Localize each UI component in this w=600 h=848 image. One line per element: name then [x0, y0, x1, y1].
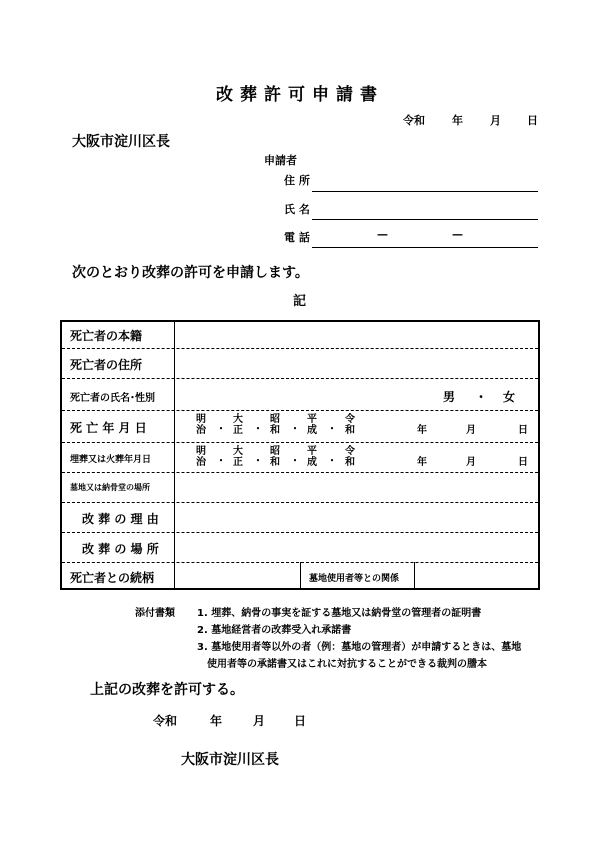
- death-day-label: 日: [518, 425, 528, 436]
- attachment-2: 2. 墓地経営者の改葬受入れ承諾書: [197, 625, 352, 636]
- reason-field[interactable]: [176, 503, 538, 532]
- applicant-heading: 申請者: [264, 154, 297, 167]
- honseki-field[interactable]: [176, 322, 538, 348]
- address-label: 住 所: [284, 174, 310, 187]
- approval-text: 上記の改葬を許可する。: [90, 682, 244, 698]
- date-month: 月: [490, 114, 501, 127]
- new-place-field[interactable]: [176, 533, 538, 562]
- honseki-header: 死亡者の本籍: [70, 329, 143, 343]
- address-line[interactable]: [312, 191, 538, 192]
- phone-dash-2: —: [452, 228, 463, 241]
- intro-text: 次のとおり改葬の許可を申請します。: [72, 265, 309, 281]
- deceased-address-field[interactable]: [176, 349, 538, 378]
- death-month-label: 月: [466, 425, 476, 436]
- relation-header: 死亡者との続柄: [70, 571, 155, 585]
- approval-era: 令和: [153, 714, 178, 728]
- new-place-header: 改 葬 の 場 所: [82, 542, 159, 556]
- column-divider: [174, 322, 175, 588]
- ki-mark: 記: [293, 294, 307, 309]
- signer: 大阪市淀川区長: [181, 752, 279, 768]
- name-sex-header: 死亡者の氏名･性別: [70, 393, 155, 404]
- sex-female-option[interactable]: 女: [503, 390, 516, 404]
- sex-male-option[interactable]: 男: [443, 390, 456, 404]
- grave-place-field[interactable]: [176, 473, 538, 502]
- name-label: 氏 名: [284, 203, 310, 216]
- death-year-label: 年: [417, 425, 427, 436]
- addressee: 大阪市淀川区長: [72, 134, 170, 150]
- burial-year-label: 年: [417, 457, 427, 468]
- grave-place-header: 墓地又は納骨堂の場所: [70, 483, 150, 492]
- approval-year: 年: [210, 714, 223, 728]
- address-header: 死亡者の住所: [70, 358, 143, 372]
- attachment-1: 1. 埋葬、納骨の事実を証する墓地又は納骨堂の管理者の証明書: [197, 608, 482, 619]
- date-year: 年: [452, 114, 463, 127]
- attachments-label: 添付書類: [135, 608, 175, 619]
- approval-day: 日: [294, 714, 307, 728]
- sex-separator: ・: [475, 390, 488, 404]
- attachment-3-cont: 使用者等の承諾書又はこれに対抗することができる裁判の謄本: [207, 659, 487, 670]
- document-title: 改葬許可申請書: [216, 85, 384, 105]
- reason-header: 改 葬 の 理 由: [82, 512, 159, 526]
- death-date-header: 死 亡 年 月 日: [70, 421, 147, 435]
- phone-line[interactable]: [312, 247, 538, 248]
- date-era: 令和: [403, 114, 425, 127]
- attachment-3: 3. 墓地使用者等以外の者（例：墓地の管理者）が申請するときは、墓地: [197, 642, 522, 653]
- approval-month: 月: [253, 714, 266, 728]
- grave-user-relation-field[interactable]: [416, 563, 538, 588]
- burial-month-label: 月: [466, 457, 476, 468]
- burial-day-label: 日: [518, 457, 528, 468]
- phone-dash-1: —: [377, 228, 388, 241]
- relation-field[interactable]: [176, 563, 300, 588]
- phone-label: 電 話: [284, 231, 310, 244]
- application-form: 死亡者の本籍 死亡者の住所 死亡者の氏名･性別 男 ・ 女 死 亡 年 月 日 明 治 ・ 大 正 ・ 昭 和 ・ 平 成 ・ 令 和 年 月 日 埋葬又は火葬年月日 明 治 ・ 大 正 ・ 昭 和 ・ 平 成 ・ 令 和 年 月 日 墓地又は納骨堂の場所 改 葬 の 理 由 改 葬 の 場 所 死亡者との続柄 墓地使用者等との関係: [60, 320, 540, 590]
- burial-date-header: 埋葬又は火葬年月日: [70, 455, 152, 465]
- name-line[interactable]: [312, 219, 538, 220]
- date-day: 日: [527, 114, 538, 127]
- grave-user-relation-header: 墓地使用者等との関係: [309, 574, 400, 584]
